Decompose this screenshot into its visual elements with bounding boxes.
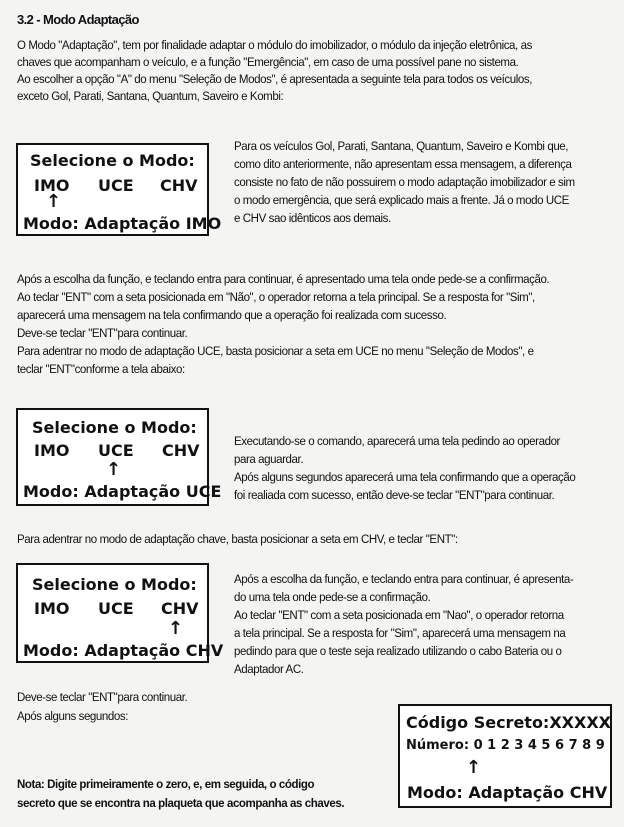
- text-line: Deve-se teclar "ENT"para continuar.: [17, 690, 188, 704]
- text-line: teclar "ENT"conforme a tela abaixo:: [17, 362, 185, 376]
- text-line: Para os veículos Gol, Parati, Santana, Quantum, Saveiro e Kombi que,: [234, 139, 569, 153]
- text-line: do uma tela onde pede-se a confirmação.: [234, 590, 431, 604]
- lcd-screen-code: [398, 704, 612, 808]
- text-line: como dito anteriormente, não apresentam essa mensagem, a diferença: [234, 157, 572, 171]
- text-line: Ao teclar "ENT" com a seta posicionada em "Nao", o operador retorna: [234, 608, 564, 622]
- text-line: Após a escolha da função, e teclando entra para continuar, é apresenta-: [234, 572, 574, 586]
- lcd-number: Número: 0 1 2 3 4 5 6 7 8 9: [406, 738, 605, 753]
- lcd-option-imo: IMO: [34, 441, 70, 460]
- arrow-up-icon: ↑: [46, 191, 62, 212]
- lcd-option-chv: CHV: [160, 176, 198, 195]
- arrow-up-icon: ↑: [106, 459, 122, 480]
- arrow-up-icon: ↑: [466, 757, 482, 778]
- text-line: o modo emergência, que será explicado mais a frente. Já o modo UCE: [234, 193, 569, 207]
- lcd-option-chv: CHV: [161, 599, 199, 618]
- paragraph-3: Para adentrar no modo de adaptação chave, basta posicionar a seta em CHV, e teclar "ENT":: [17, 532, 458, 546]
- lcd-option-imo: IMO: [34, 599, 70, 618]
- lcd-title: Selecione o Modo:: [32, 575, 197, 594]
- text-line: Para adentrar no modo de adaptação UCE, basta posicionar a seta em UCE no menu "Seleção de Modos", e: [17, 344, 534, 358]
- lcd-mode: Modo: Adaptação CHV: [23, 641, 224, 660]
- arrow-up-icon: ↑: [168, 618, 184, 639]
- text-line: para aguardar.: [234, 452, 304, 466]
- lcd-option-chv: CHV: [162, 441, 200, 460]
- text-line: Após alguns segundos aparecerá uma tela confirmando que a operação: [234, 470, 576, 484]
- text-line: Adaptador AC.: [234, 662, 304, 676]
- lcd-mode: Modo: Adaptação CHV: [407, 783, 608, 802]
- text-line: consiste no fato de não possuirem o modo adaptação imobilizador e sim: [234, 175, 575, 189]
- text-line: a tela principal. Se a resposta for "Sim", aparecerá uma mensagem na: [234, 626, 566, 640]
- lcd-option-uce: UCE: [98, 176, 134, 195]
- lcd-option-uce: UCE: [98, 441, 134, 460]
- lcd-screen-chv: [16, 563, 224, 663]
- text-line: Ao escolher a opção "A" do menu "Seleção de Modos", é apresentada a seguinte tela para todos os veículos,: [17, 72, 533, 86]
- lcd-title: Selecione o Modo:: [30, 151, 195, 170]
- text-line: Deve-se teclar "ENT"para continuar.: [17, 326, 188, 340]
- text-line: Ao teclar "ENT" com a seta posicionada em "Não", o operador retorna a tela principal. Se a resposta for "Sim",: [17, 290, 535, 304]
- lcd-mode: Modo: Adaptação UCE: [23, 482, 222, 501]
- text-line: O Modo "Adaptação", tem por finalidade adaptar o módulo do imobilizador, o módulo da injeção eletrônica, as: [17, 38, 532, 52]
- text-line: pedindo para que o teste seja realizado utilizando o cabo Bateria ou o: [234, 644, 562, 658]
- text-line: chaves que acompanham o veículo, e a função "Emergência", em caso de uma possível pane no sistema.: [17, 55, 519, 69]
- lcd-mode: Modo: Adaptação IMO: [23, 214, 222, 233]
- text-line: secreto que se encontra na plaqueta que acompanha as chaves.: [17, 796, 345, 810]
- text-line: exceto Gol, Parati, Santana, Quantum, Saveiro e Kombi:: [17, 89, 284, 103]
- text-line: Após alguns segundos:: [17, 709, 129, 723]
- text-line: foi realiada com sucesso, então deve-se teclar "ENT"para continuar.: [234, 488, 555, 502]
- text-line: Após a escolha da função, e teclando entra para continuar, é apresentado uma tela onde pede-se a confirmação.: [17, 272, 550, 286]
- text-line: Executando-se o comando, aparecerá uma tela pedindo ao operador: [234, 434, 560, 448]
- lcd-option-uce: UCE: [98, 599, 134, 618]
- lcd-option-imo: IMO: [34, 176, 70, 195]
- text-line: aparecerá uma mensagem na tela confirmando que a operação foi realizada com sucesso.: [17, 308, 447, 322]
- text-line: Nota: Digite primeiramente o zero, e, em seguida, o código: [17, 777, 315, 791]
- lcd-title: Selecione o Modo:: [32, 418, 197, 437]
- lcd-screen-imo: [16, 143, 222, 236]
- text-line: e CHV sao idênticos aos demais.: [234, 211, 391, 225]
- section-heading: 3.2 - Modo Adaptação: [17, 12, 139, 27]
- lcd-screen-uce: [16, 408, 222, 506]
- lcd-code: Código Secreto:XXXXX: [406, 713, 612, 732]
